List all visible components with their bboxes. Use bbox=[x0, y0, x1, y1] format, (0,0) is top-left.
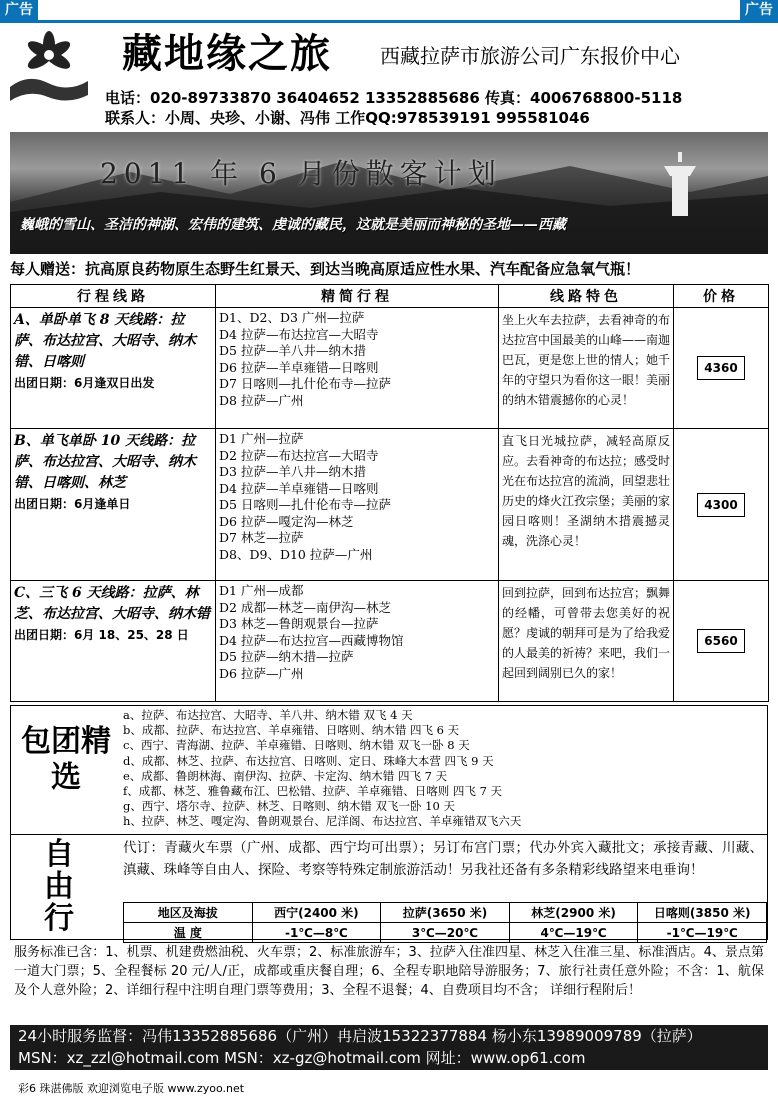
route-price: 6560 bbox=[697, 629, 744, 653]
list-item: f、成都、林芝、雅鲁藏布江、巴松错、拉萨、羊卓雍错、日喀则 四飞 7 天 bbox=[123, 784, 503, 799]
package-section bbox=[10, 705, 768, 835]
table-header-row bbox=[11, 285, 769, 308]
free-travel-title: 自由行 bbox=[44, 837, 74, 936]
free-travel-text: 代订：青藏火车票（广州、成都、西宁均可出票）；另订布宫门票；代办外宾入藏批文；承接青藏、川藏、滇藏、珠峰等自由人、探险、考察等特殊定制旅游活动！另我社还备有多条精彩线路望来电垂询！ bbox=[123, 840, 763, 878]
itinerary-day: D2 成都—林芝—南伊沟—林芝 bbox=[219, 599, 391, 615]
itinerary-day: D4 拉萨—羊卓雍错—日喀则 bbox=[219, 480, 379, 496]
list-item: b、成都、拉萨、布达拉宫、羊卓雍错、日喀则、纳木错 四飞 6 天 bbox=[123, 723, 460, 738]
list-item: e、成都、鲁朗林海、南伊沟、拉萨、卡定沟、纳木错 四飞 7 天 bbox=[123, 768, 448, 783]
route-name: A、单卧单飞 8 天线路：拉萨、布达拉宫、大昭寺、纳木错、日喀则 bbox=[14, 312, 196, 370]
itinerary-day: D4 拉萨—布达拉宫—西藏博物馆 bbox=[219, 632, 404, 648]
route-date: 出团日期：6月逢单日 bbox=[14, 497, 131, 511]
phone-line: 电话：020-89733870 36404652 13352885686 传真：4006768800-5118 bbox=[105, 89, 683, 107]
itinerary-day: D3 林芝—鲁朗观景台—拉萨 bbox=[219, 616, 379, 631]
itinerary-day: D5 拉萨—羊八井—纳木措 bbox=[219, 343, 366, 358]
itinerary-day: D2 拉萨—布达拉宫—大昭寺 bbox=[219, 447, 379, 463]
list-item: c、西宁、青海湖、拉萨、羊卓雍错、日喀则、纳木错 双飞一卧 8 天 bbox=[123, 738, 470, 753]
footer-hotline: 24小时服务监督：冯伟13352885686（广州）冉启波15322377884 杨小东13989009789（拉萨） bbox=[18, 1027, 702, 1045]
table-cell: 地区及海拔 bbox=[124, 903, 253, 923]
col-header-price: 价格 bbox=[674, 285, 769, 308]
table-cell: 日喀则(3850 米) bbox=[638, 903, 767, 923]
itinerary-day: D8、D9、D10 拉萨—广州 bbox=[219, 546, 373, 562]
company-subtitle: 西藏拉萨市旅游公司广东报价中心 bbox=[380, 44, 680, 68]
itinerary-day: D4 拉萨—布达拉宫—大昭寺 bbox=[219, 326, 379, 342]
route-table bbox=[10, 284, 769, 702]
list-item: a、拉萨、布达拉宫、大昭寺、羊八井、纳木错 双飞 4 天 bbox=[123, 708, 413, 722]
itinerary-day: D1 广州—成都 bbox=[219, 583, 304, 598]
top-rule bbox=[0, 20, 778, 23]
list-item: h、拉萨、林芝、嘎定沟、鲁朗观景台、尼洋阁、布达拉宫、羊卓雍错双飞六天 bbox=[123, 814, 522, 829]
route-price: 4300 bbox=[697, 493, 744, 517]
logo-icon bbox=[8, 25, 90, 105]
climate-table bbox=[123, 902, 767, 943]
table-row bbox=[11, 581, 769, 702]
brand-name: 藏地缘之旅 bbox=[122, 30, 332, 77]
free-travel-section bbox=[10, 834, 768, 940]
itinerary-day: D5 拉萨—纳木措—拉萨 bbox=[219, 649, 354, 664]
table-row bbox=[11, 308, 769, 429]
itinerary-day: D6 拉萨—广州 bbox=[219, 665, 304, 681]
table-row bbox=[124, 923, 767, 943]
itinerary-day: D7 日喀则—扎什伦布寺—拉萨 bbox=[219, 376, 391, 391]
route-price: 4360 bbox=[697, 356, 744, 380]
route-feature: 回到拉萨，回到布达拉宫；飘舞的经幡，可曾带去您美好的祝愿？虔诚的朝拜可是为了给我爱的人最美的祈祷？来吧，我们一起回到阔别已久的家！ bbox=[499, 581, 674, 702]
list-item: g、西宁、塔尔寺、拉萨、林芝、日喀则、纳木错 双飞一卧 10 天 bbox=[123, 799, 455, 814]
itinerary-day: D8 拉萨—广州 bbox=[219, 392, 304, 408]
table-cell: -1℃—8℃ bbox=[252, 923, 381, 943]
route-feature: 直飞日光城拉萨，减轻高原反应。去看神奇的布达拉；感受时光在布达拉宫的流淌，回望悲壮历史的烽火江孜宗堡；美丽的家园日喀则！圣湖纳木措震撼灵魂，洗涤心灵！ bbox=[499, 429, 674, 581]
package-title: 包团精选 bbox=[21, 724, 111, 795]
col-header-feature: 线路特色 bbox=[499, 285, 674, 308]
gift-line: 每人赠送：抗高原良药物原生态野生红景天、到达当晚高原适应性水果、汽车配备应急氧气瓶！ bbox=[10, 260, 641, 278]
ad-label-right: 广告 bbox=[740, 0, 778, 20]
banner bbox=[10, 132, 768, 254]
itinerary-day: D6 拉萨—羊卓雍错—日喀则 bbox=[219, 359, 379, 375]
table-cell: 林芝(2900 米) bbox=[509, 903, 638, 923]
table-cell: 温 度 bbox=[124, 923, 253, 943]
page-footer-text: 彩6 珠湛佛版 欢迎浏览电子版 www.zyoo.net bbox=[18, 1082, 245, 1095]
footer-contact: MSN：xz_zzl@hotmail.com MSN：xz-gz@hotmail.com 网址：www.op61.com bbox=[18, 1049, 586, 1067]
table-row bbox=[124, 903, 767, 923]
list-item: d、成都、林芝、拉萨、布达拉宫、日喀则、定日、珠峰大本营 四飞 9 天 bbox=[123, 753, 494, 768]
ad-label-left: 广告 bbox=[0, 0, 38, 20]
itinerary-day: D3 拉萨—羊八井—纳木措 bbox=[219, 464, 366, 479]
route-feature: 坐上火车去拉萨，去看神奇的布达拉宫中国最美的山峰——南迦巴瓦，更是您上世的情人；她千年的守望只为看你这一眼！美丽的纳木错震撼你的心灵！ bbox=[499, 308, 674, 429]
itinerary-day: D1 广州—拉萨 bbox=[219, 431, 304, 446]
banner-tagline: 巍峨的雪山、圣洁的神湖、宏伟的建筑、虔诚的藏民，这就是美丽而神秘的圣地——西藏 bbox=[20, 217, 566, 233]
route-date: 出团日期：6月 18、25、28 日 bbox=[14, 628, 189, 642]
route-name: B、单飞单卧 10 天线路：拉萨、布达拉宫、大昭寺、纳木错、日喀则、林芝 bbox=[14, 433, 196, 491]
route-date: 出团日期：6月逢双日出发 bbox=[14, 376, 155, 390]
itinerary-day: D7 林芝—拉萨 bbox=[219, 530, 304, 545]
col-header-route: 行程线路 bbox=[11, 285, 216, 308]
banner-title: 2011 年 6 月份散客计划 bbox=[100, 157, 502, 190]
contact-line: 联系人：小周、央珍、小谢、冯伟 工作QQ:978539191 995581046 bbox=[105, 109, 590, 127]
itinerary-day: D1、D2、D3 广州—拉萨 bbox=[219, 310, 365, 325]
col-header-itinerary: 精简行程 bbox=[216, 285, 499, 308]
table-cell: 4℃—19℃ bbox=[509, 923, 638, 943]
itinerary-day: D6 拉萨—嘎定沟—林芝 bbox=[219, 513, 354, 529]
itinerary-day: D5 日喀则—扎什伦布寺—拉萨 bbox=[219, 497, 391, 512]
table-cell: 3℃—20℃ bbox=[381, 923, 510, 943]
table-cell: 拉萨(3650 米) bbox=[381, 903, 510, 923]
footer bbox=[10, 1025, 768, 1070]
table-cell: 西宁(2400 米) bbox=[252, 903, 381, 923]
table-row bbox=[11, 429, 769, 581]
route-name: C、三飞 6 天线路：拉萨、林芝、布达拉宫、大昭寺、纳木错 bbox=[14, 585, 210, 622]
table-cell: -1℃—19℃ bbox=[638, 923, 767, 943]
service-standards: 服务标准已含：1、机票、机建费燃油税、火车票；2、标准旅游车；3、拉萨入住准四星、林芝入住准三星、标准酒店。4、景点第一道大门票；5、全程餐标 20 元/人/正，成都或重庆餐自理；6、全程专职地陪导游服务；7、旅行社责任意外险；不含：1、航保及个人意外险；2、详细行程中注明自理门票等费用；3、全程不退餐；4、自费项目均不含； 详细行程附后！ bbox=[14, 945, 764, 998]
